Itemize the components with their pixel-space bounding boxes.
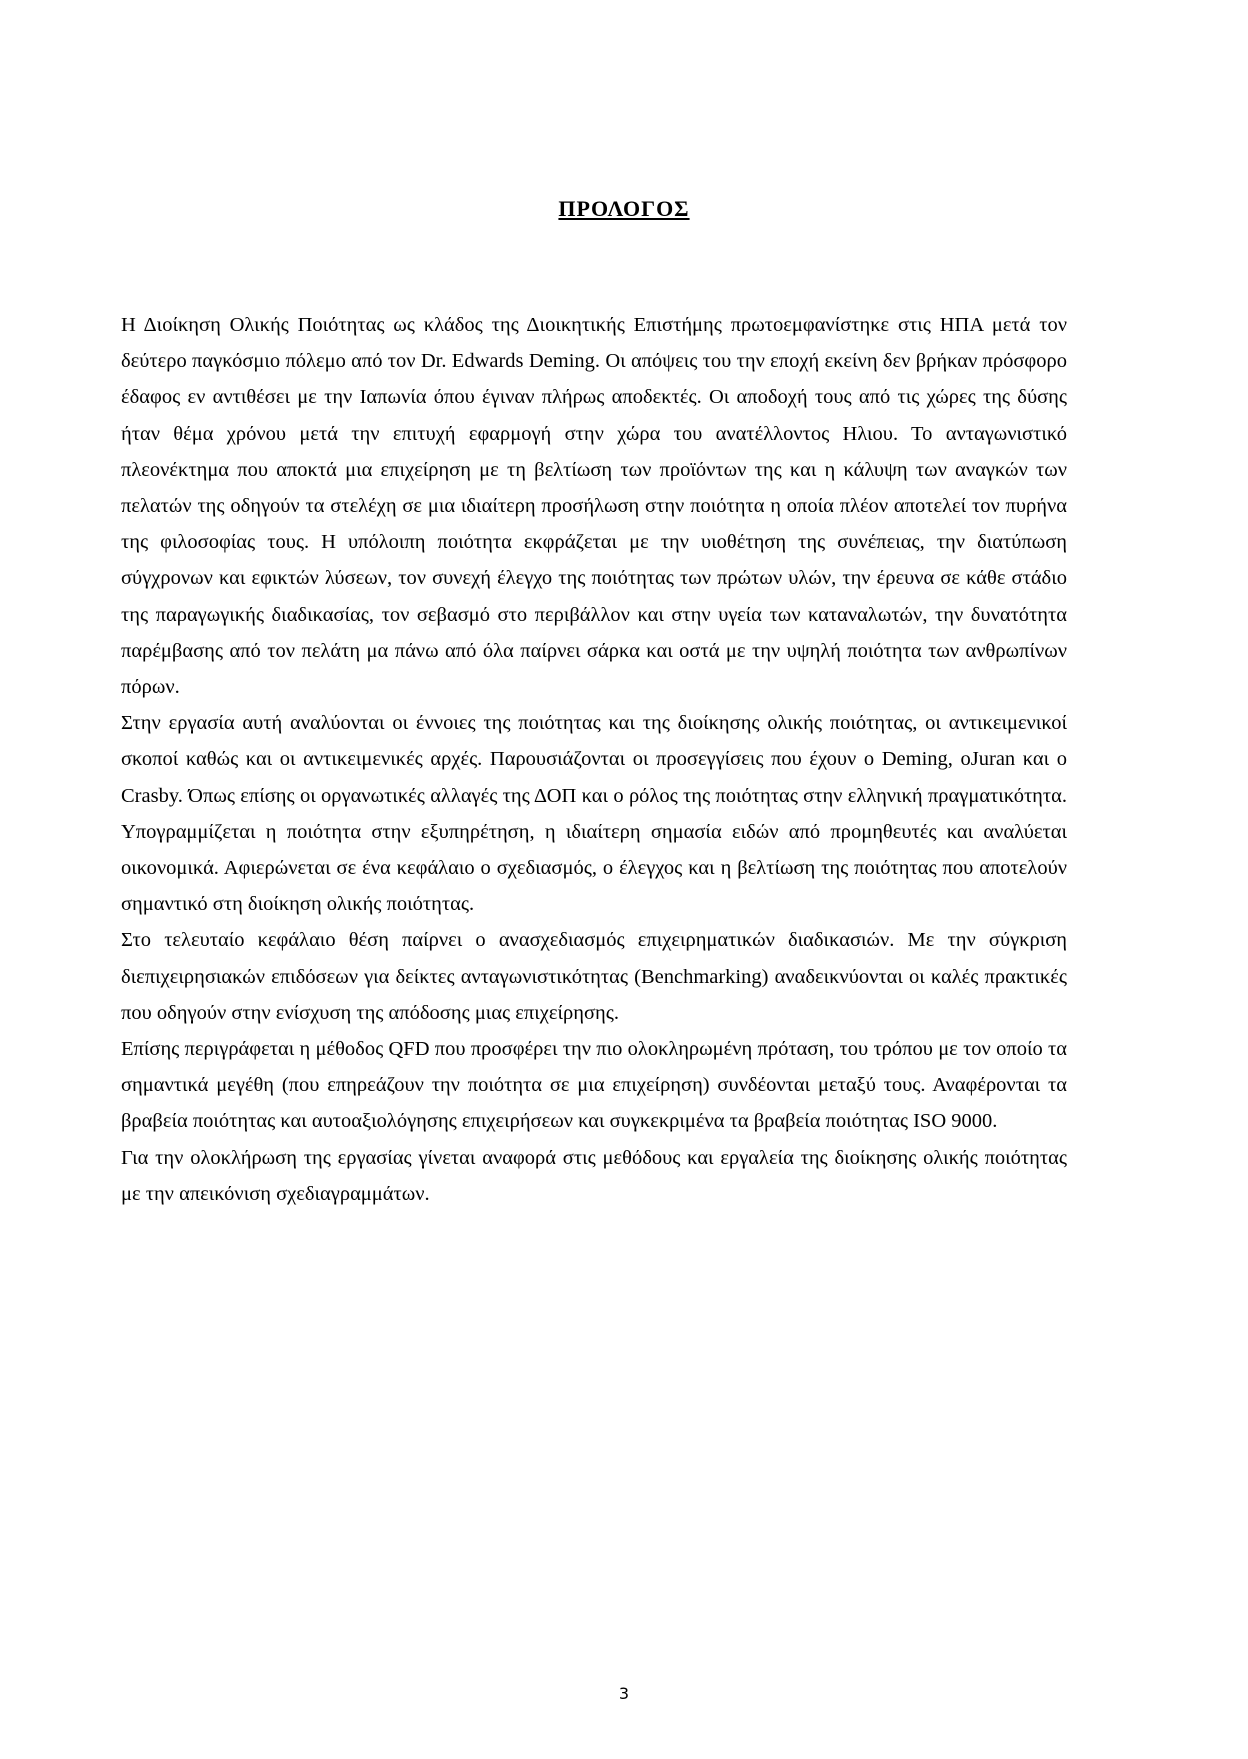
paragraph-contents: Στην εργασία αυτή αναλύονται οι έννοιες της ποιότητας και της διοίκησης ολικής ποιότητας, οι αντικειμενικοί σκοποί καθώς και οι αντικειμενικές αρχές. Παρουσιάζονται οι προσεγγίσεις που έχουν ο Deming, oJuran και ο Crasby. Όπως επίσης οι οργανωτικές αλλαγές της ΔΟΠ και ο ρόλος της ποιότητας στην ελληνική πραγματικότητα. Υπογραμμίζεται η ποιότητα στην εξυπηρέτηση, η ιδιαίτερη σημασία ειδών από προμηθευτές και αναλύεται οικονομικά. Αφιερώνεται σε ένα κεφάλαιο ο σχεδιασμός, ο έλεγχος και η βελτίωση της ποιότητας που αποτελούν σημαντικό στη διοίκηση ολικής ποιότητας. [121, 712, 1067, 916]
page-number: 3 [618, 1684, 630, 1703]
paragraph-last-chapter: Στο τελευταίο κεφάλαιο θέση παίρνει ο ανασχεδιασμός επιχειρηματικών διαδικασιών. Με την σύγκριση διεπιχειρησιακών επιδόσεων για δείκτες ανταγωνιστικότητας (Benchmarking) αναδεικνύονται οι καλές πρακτικές που οδηγούν στην ενίσχυση της απόδοσης μιας επιχείρησης. [121, 929, 1067, 1024]
page-title: ΠΡΟΛΟΓΟΣ [558, 196, 690, 221]
paragraph-conclusion: Για την ολοκλήρωση της εργασίας γίνεται αναφορά στις μεθόδους και εργαλεία της διοίκησης ολικής ποιότητας με την απεικόνιση σχεδιαγραμμάτων. [121, 1146, 1067, 1205]
paragraph-intro: Η Διοίκηση Ολικής Ποιότητας ως κλάδος της Διοικητικής Επιστήμης πρωτοεμφανίστηκε στις ΗΠΑ μετά τον δεύτερο παγκόσμιο πόλεμο από τον Dr. Edwards Deming. Οι απόψεις του την εποχή εκείνη δεν βρήκαν πρόσφορο έδαφος εν αντιθέσει με την Ιαπωνία όπου έγιναν πλήρως αποδεκτές. Οι αποδοχή τους από τις χώρες της δύσης ήταν θέμα χρόνου μετά την επιτυχή εφαρμογή στην χώρα του ανατέλλοντος Ηλιου. Το ανταγωνιστικό πλεονέκτημα που αποκτά μια επιχείρηση με τη βελτίωση των προϊόντων της και η κάλυψη των αναγκών των πελατών της οδηγούν τα στελέχη σε μια ιδιαίτερη προσήλωση στην ποιότητα η οποία πλέον αποτελεί τον πυρήνα της φιλοσοφίας τους. Η υπόλοιπη ποιότητα εκφράζεται με την υιοθέτηση της συνέπειας, την διατύπωση σύγχρονων και εφικτών λύσεων, τον συνεχή έλεγχο της ποιότητας των πρώτων υλών, την έρευνα σε κάθε στάδιο της παραγωγικής διαδικασίας, τον σεβασμό στο περιβάλλον και στην υγεία των καταναλωτών, την δυνατότητα παρέμβασης από τον πελάτη μα πάνω από όλα παίρνει σάρκα και οστά με την υψηλή ποιότητα των ανθρωπίνων πόρων. [121, 314, 1067, 699]
body-text [121, 307, 1067, 1212]
paragraph-qfd: Επίσης περιγράφεται η μέθοδος QFD που προσφέρει την πιο ολοκληρωμένη πρόταση, του τρόπου με τον οποίο τα σημαντικά μεγέθη (που επηρεάζουν την ποιότητα σε μια επιχείρηση) συνδέονται μεταξύ τους. Αναφέρονται τα βραβεία ποιότητας και αυτοαξιολόγησης επιχειρήσεων και συγκεκριμένα τα βραβεία ποιότητας ISO 9000. [121, 1038, 1067, 1133]
